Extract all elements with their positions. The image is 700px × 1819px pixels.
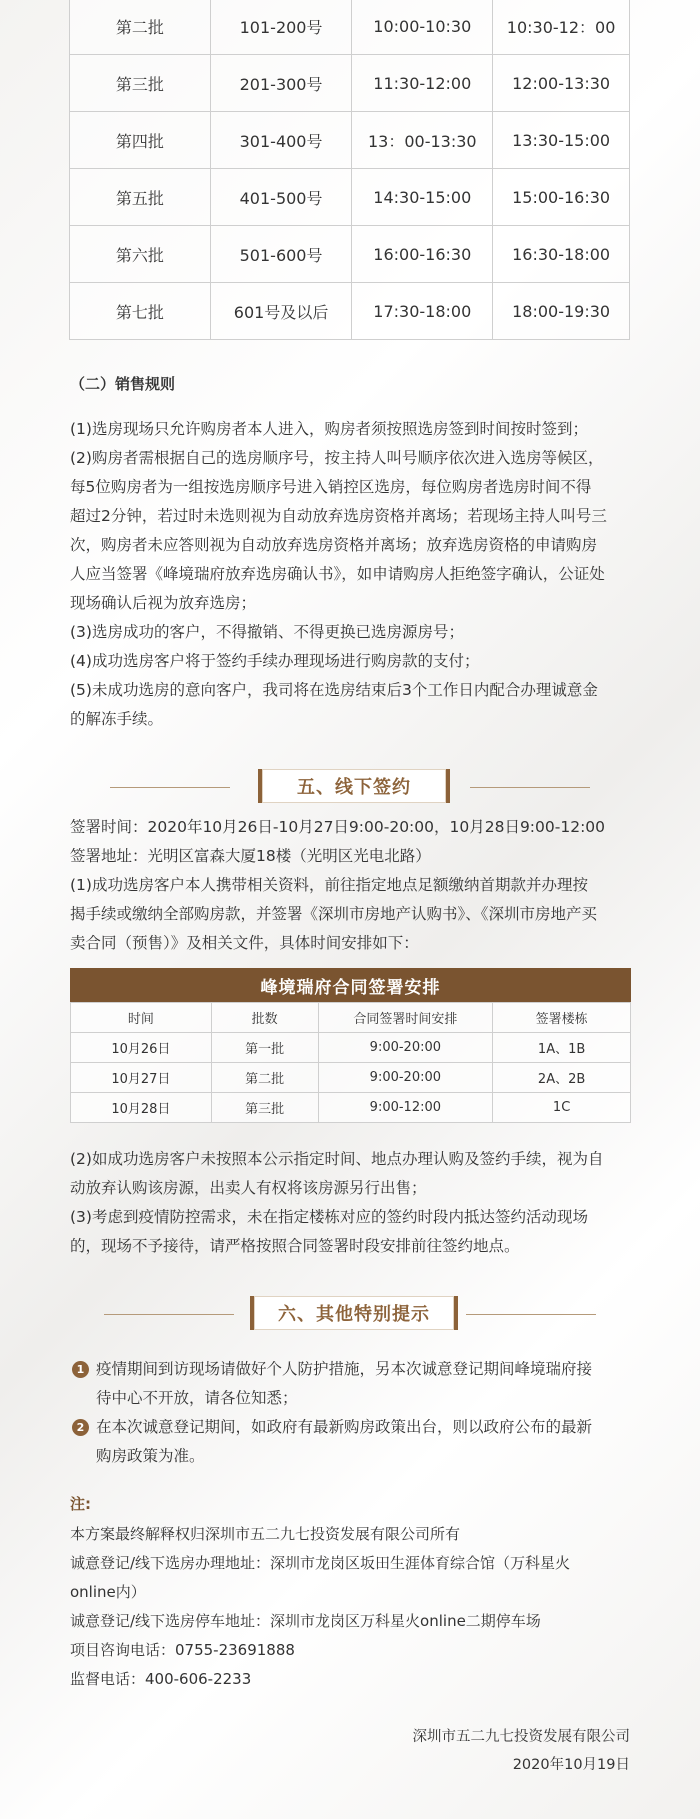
table-cell: 10月28日: [71, 1093, 212, 1123]
batch-schedule-table: [69, 0, 630, 340]
table-cell: 16:00-16:30: [352, 226, 493, 283]
table-cell: 18:00-19:30: [493, 283, 630, 340]
sales-rules-title: （二）销售规则: [70, 375, 176, 393]
text-line: (2)购房者需根据自己的选房顺序号，按主持人叫号顺序依次进入选房等候区，: [70, 449, 604, 467]
notes-text: [70, 1520, 630, 1694]
table-cell: 第七批: [70, 283, 211, 340]
text-line: 监督电话：400-606-2233: [70, 1670, 252, 1688]
text-line: 诚意登记/线下选房停车地址：深圳市龙岗区万科星火online二期停车场: [70, 1612, 541, 1630]
contract-signing-table: [70, 968, 631, 1123]
table-cell: 12:00-13:30: [493, 55, 630, 112]
table-row: [70, 0, 630, 55]
table-cell: 101-200号: [210, 0, 352, 55]
table-cell: 第六批: [70, 226, 211, 283]
table-row: [70, 283, 630, 340]
table-header-cell: 批数: [211, 1003, 318, 1033]
text-line: 的，现场不予接待，请严格按照合同签署时段安排前往签约地点。: [70, 1237, 520, 1255]
section-heading-special-tips: [70, 1296, 630, 1332]
offline-signing-text: [70, 813, 630, 958]
text-line: online内）: [70, 1583, 146, 1601]
signature-block: [413, 1723, 631, 1779]
text-line: 在本次诚意登记期间，如政府有最新购房政策出台，则以政府公布的最新: [96, 1418, 593, 1436]
text-line: 次，购房者未应答则视为自动放弃选房资格并离场；放弃选房资格的申请购房: [70, 536, 598, 554]
number-badge-icon: 2: [72, 1419, 89, 1436]
tip-item: [70, 1355, 630, 1413]
table-cell: 14:30-15:00: [352, 169, 493, 226]
notes-title: 注:: [70, 1495, 91, 1513]
table-cell: 10月26日: [71, 1033, 212, 1063]
table-row: [70, 55, 630, 112]
table-cell: 15:00-16:30: [493, 169, 630, 226]
text-line: 疫情期间到访现场请做好个人防护措施，另本次诚意登记期间峰境瑞府接: [96, 1360, 593, 1378]
text-line: 签署时间：2020年10月26日-10月27日9:00-20:00，10月28日9:00-12:00: [70, 818, 606, 836]
signature-company: 深圳市五二九七投资发展有限公司: [412, 1729, 630, 1745]
table-cell: 301-400号: [210, 112, 352, 169]
notes-section: [70, 1493, 630, 1514]
table-cell: 第三批: [70, 55, 211, 112]
text-line: 本方案最终解释权归深圳市五二九七投资发展有限公司所有: [70, 1525, 461, 1543]
table-cell: 10:00-10:30: [352, 0, 493, 55]
contract-table-grid: [70, 1002, 631, 1123]
section-heading-offline-signing: [70, 769, 630, 805]
table-cell: 17:30-18:00: [352, 283, 493, 340]
text-line: 揭手续或缴纳全部购房款，并签署《深圳市房地产认购书》、《深圳市房地产买: [70, 905, 598, 923]
text-line: 签署地址：光明区富森大厦18楼（光明区光电北路）: [70, 847, 431, 865]
tip-text: [96, 1413, 630, 1471]
text-line: 的解冻手续。: [70, 710, 164, 728]
sales-rules-text: [70, 415, 630, 734]
table-cell: 601号及以后: [210, 283, 352, 340]
text-line: (1)选房现场只允许购房者本人进入，购房者须按照选房签到时间按时签到；: [70, 420, 588, 438]
table-row: [70, 226, 630, 283]
section-title-box: [250, 1296, 458, 1330]
table-cell: 1C: [493, 1093, 631, 1123]
table-cell: 501-600号: [210, 226, 352, 283]
contract-table-title: 峰境瑞府合同签署安排: [70, 968, 631, 1002]
table-header-cell: 合同签署时间安排: [318, 1003, 493, 1033]
text-line: (3)考虑到疫情防控需求，未在指定楼栋对应的签约时段内抵达签约活动现场: [70, 1208, 588, 1226]
text-line: (1)成功选房客户本人携带相关资料，前往指定地点足额缴纳首期款并办理按: [70, 876, 588, 894]
text-line: (2)如成功选房客户未按照本公示指定时间、地点办理认购及签约手续，视为自: [70, 1150, 604, 1168]
table-header-row: [71, 1003, 631, 1033]
text-line: 待中心不开放，请各位知悉；: [96, 1389, 298, 1407]
text-line: (5)未成功选房的意向客户，我司将在选房结束后3个工作日内配合办理诚意金: [70, 681, 598, 699]
text-line: (3)选房成功的客户，不得撤销、不得更换已选房源房号；: [70, 623, 464, 641]
tip-item: [70, 1413, 630, 1471]
text-line: 每5位购房者为一组按选房顺序号进入销控区选房，每位购房者选房时间不得: [70, 478, 592, 496]
table-cell: 2A、2B: [493, 1063, 631, 1093]
text-line: 卖合同（预售）》及相关文件，具体时间安排如下：: [70, 934, 419, 952]
table-cell: 11:30-12:00: [352, 55, 493, 112]
table-cell: 第三批: [211, 1093, 318, 1123]
table-cell: 1A、1B: [493, 1033, 631, 1063]
text-line: 项目咨询电话：0755-23691888: [70, 1641, 295, 1659]
number-badge-icon: 1: [72, 1361, 89, 1378]
table-row: [70, 169, 630, 226]
signature-date: 2020年10月19日: [512, 1757, 630, 1773]
text-line: 诚意登记/线下选房办理地址：深圳市龙岗区坂田生涯体育综合馆（万科星火: [70, 1554, 571, 1572]
table-cell: 201-300号: [210, 55, 352, 112]
table-header-cell: 时间: [71, 1003, 212, 1033]
table-cell: 9:00-20:00: [318, 1063, 493, 1093]
text-line: 现场确认后视为放弃选房；: [70, 594, 257, 612]
table-cell: 9:00-12:00: [318, 1093, 493, 1123]
table-header-cell: 签署楼栋: [493, 1003, 631, 1033]
table-cell: 10:30-12：00: [493, 0, 630, 55]
table-cell: 第二批: [70, 0, 211, 55]
table-cell: 第一批: [211, 1033, 318, 1063]
table-cell: 第四批: [70, 112, 211, 169]
offline-signing-notes: [70, 1145, 630, 1261]
text-line: 超过2分钟，若过时未选则视为自动放弃选房资格并离场；若现场主持人叫号三: [70, 507, 607, 525]
table-row: [71, 1033, 631, 1063]
section-title-box: [258, 769, 450, 803]
text-line: (4)成功选房客户将于签约手续办理现场进行购房款的支付；: [70, 652, 480, 670]
table-cell: 16:30-18:00: [493, 226, 630, 283]
text-line: 购房政策为准。: [96, 1447, 205, 1465]
table-row: [71, 1063, 631, 1093]
section-title: 五、线下签约: [297, 777, 411, 798]
table-cell: 13：00-13:30: [352, 112, 493, 169]
section-title: 六、其他特别提示: [278, 1304, 430, 1325]
table-cell: 10月27日: [71, 1063, 212, 1093]
tip-text: [96, 1355, 630, 1413]
batch-table-container: [69, 0, 630, 340]
table-cell: 第二批: [211, 1063, 318, 1093]
table-cell: 13:30-15:00: [493, 112, 630, 169]
table-cell: 401-500号: [210, 169, 352, 226]
table-cell: 9:00-20:00: [318, 1033, 493, 1063]
table-row: [71, 1093, 631, 1123]
text-line: 动放弃认购该房源，出卖人有权将该房源另行出售；: [70, 1179, 427, 1197]
text-line: 人应当签署《峰境瑞府放弃选房确认书》，如申请购房人拒绝签字确认，公证处: [70, 565, 605, 583]
sales-rules-section: [70, 373, 630, 394]
table-cell: 第五批: [70, 169, 211, 226]
table-row: [70, 112, 630, 169]
